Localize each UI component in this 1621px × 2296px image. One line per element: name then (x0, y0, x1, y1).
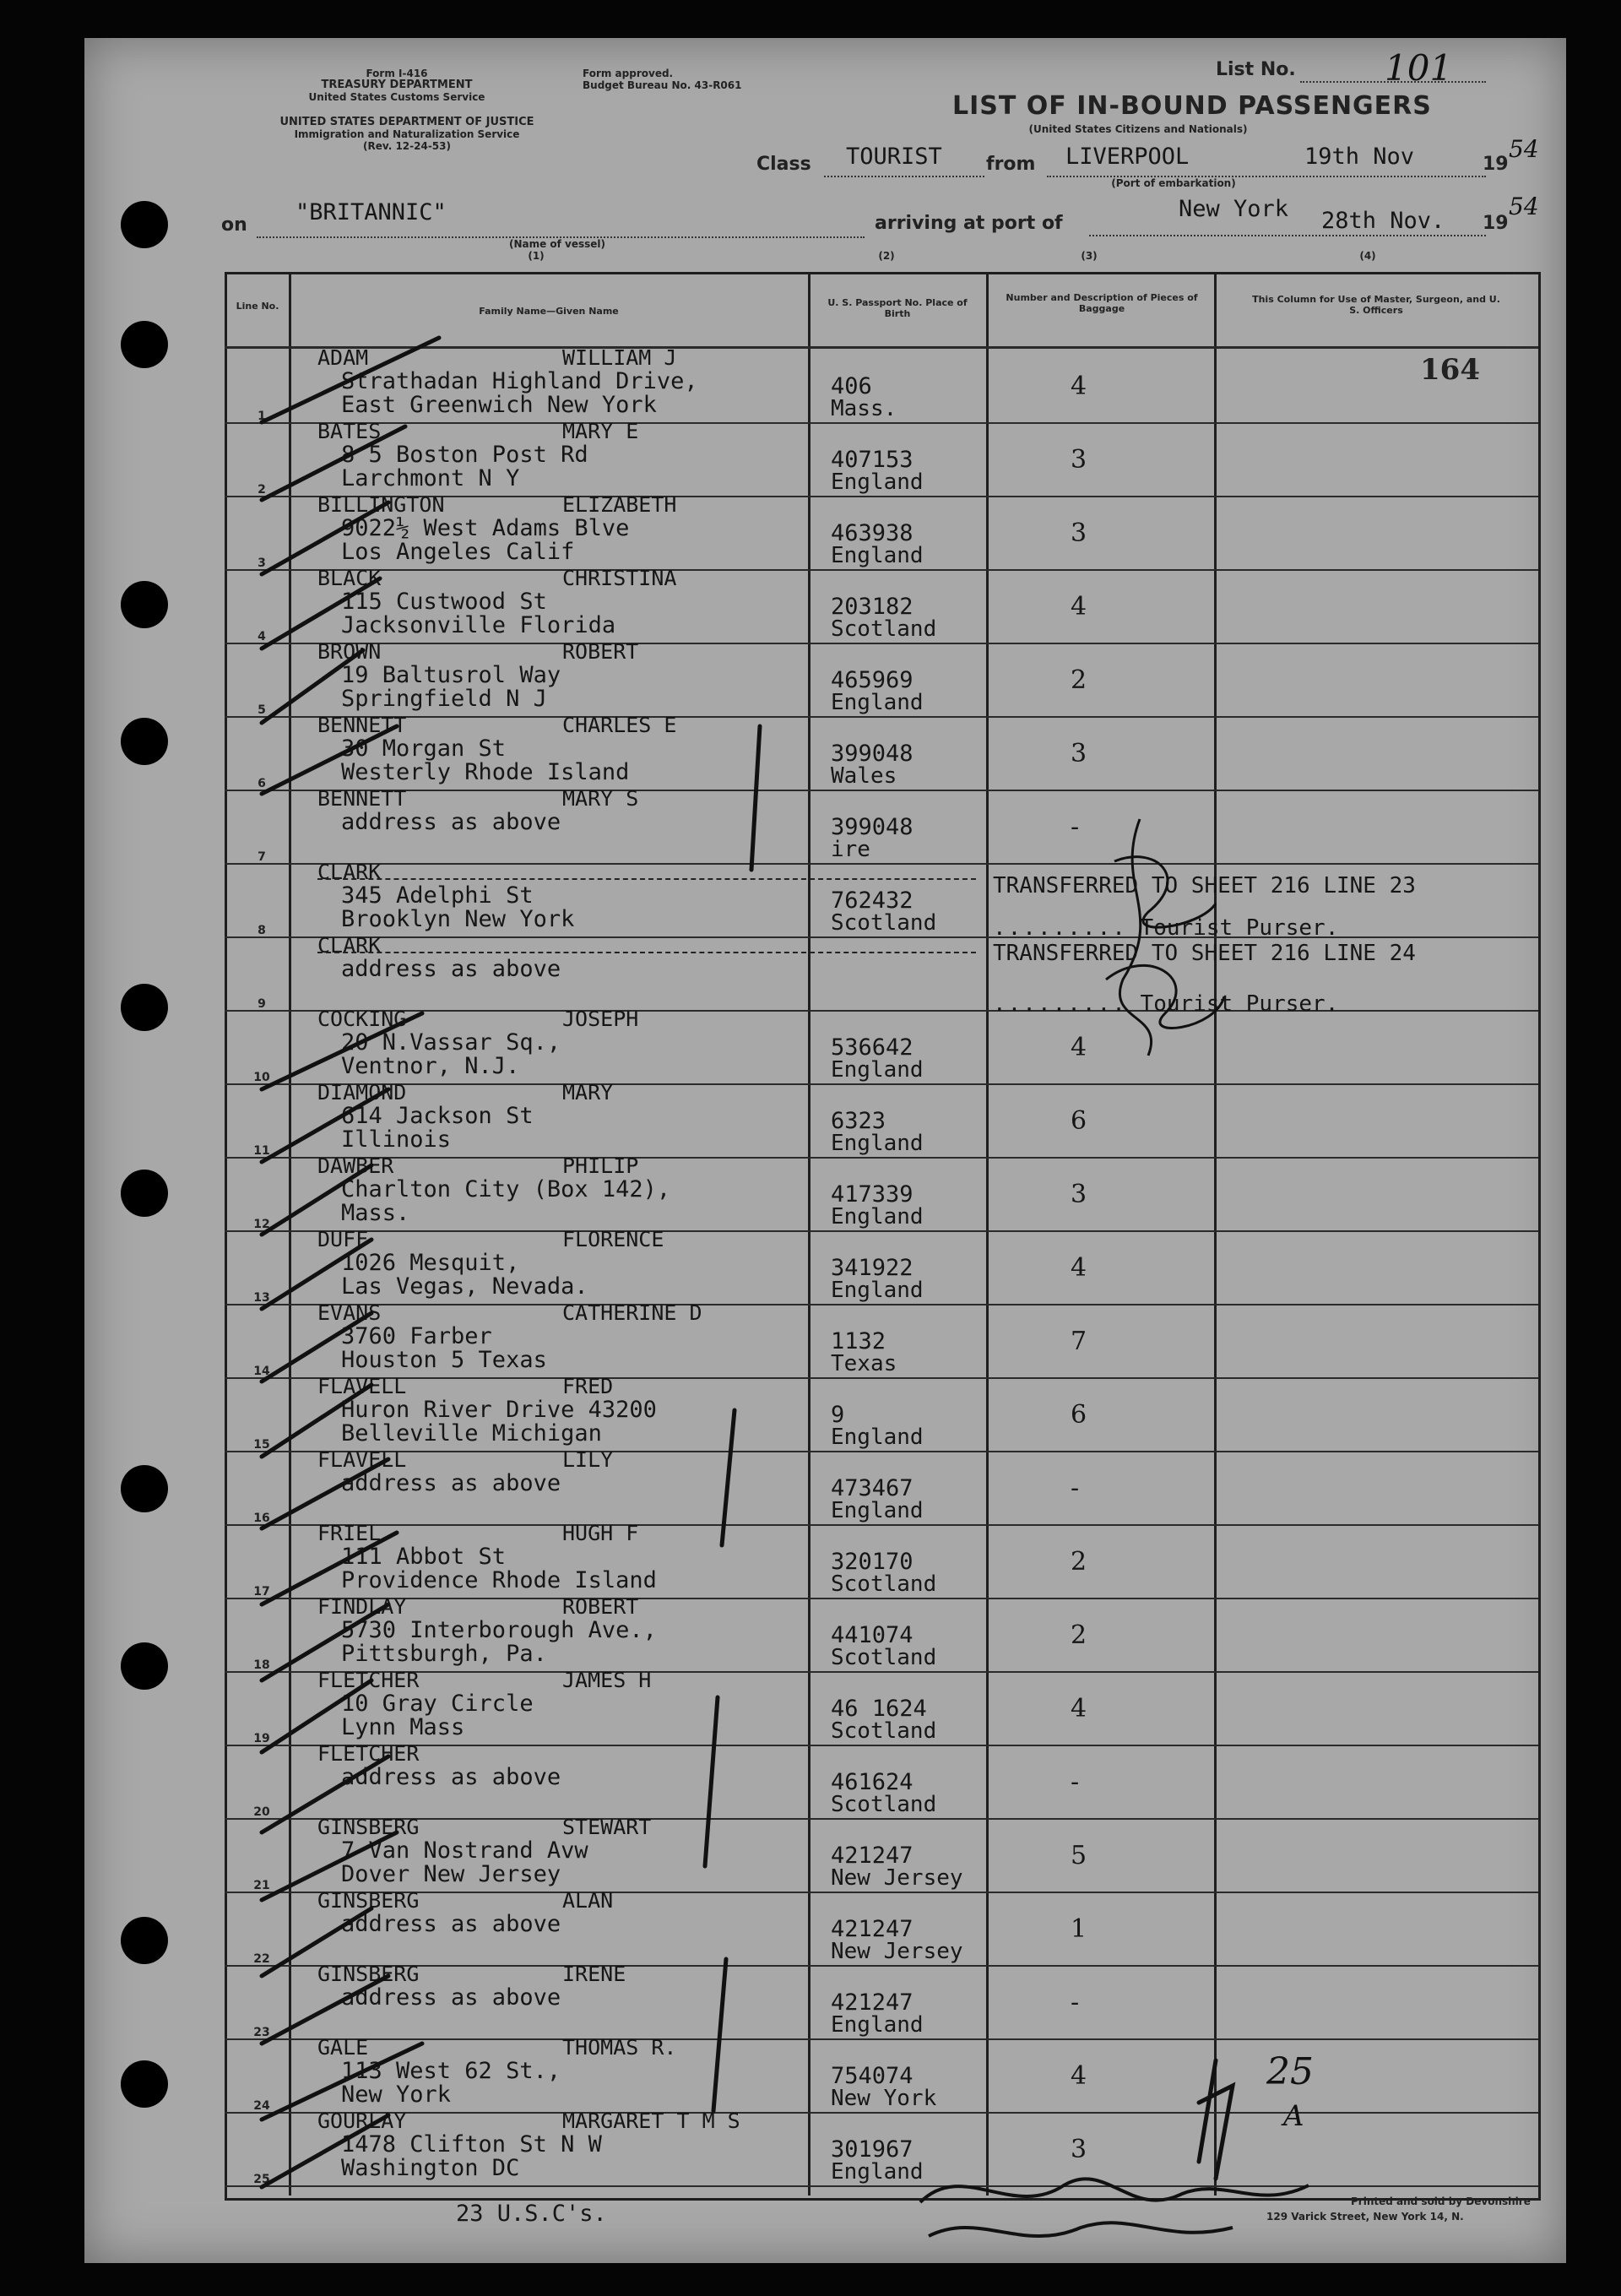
table-row-divider (225, 1377, 1538, 1379)
passport-number: 406 (831, 373, 872, 399)
table-row-divider (225, 1230, 1538, 1232)
address-line-2: Dover New Jersey (341, 1861, 561, 1887)
given-name: ROBERT (562, 639, 639, 664)
given-name: THOMAS R. (562, 2035, 677, 2060)
class-value: TOURIST (846, 144, 942, 170)
margin-note: 25 (1266, 2050, 1314, 2093)
table-row-divider (225, 1818, 1538, 1820)
address-line-2: New York (341, 2082, 452, 2108)
page-title: LIST OF IN-BOUND PASSENGERS (952, 91, 1432, 121)
baggage-count: 4 (1071, 592, 1087, 621)
baggage-count: 2 (1071, 1620, 1087, 1650)
table-row-divider (225, 1745, 1538, 1746)
given-name: FRED (562, 1374, 614, 1398)
table-row-divider (225, 936, 1538, 938)
table-row-divider (225, 422, 1538, 424)
table-row-divider (225, 1671, 1538, 1673)
address-line-1: 115 Custwood St (341, 589, 547, 615)
family-name: GINSBERG (317, 1888, 420, 1913)
address-line-1: 10 Gray Circle (341, 1691, 534, 1717)
table-row-divider (225, 1598, 1538, 1599)
line-number: 24 (253, 2099, 270, 2113)
col-header-line-no: Line No. (236, 301, 279, 312)
col-header-officers: This Column for Use of Master, Surgeon, and U. S. Officers (1252, 294, 1500, 316)
line-number: 18 (253, 1658, 270, 1672)
line-number: 4 (258, 630, 266, 643)
family-name: FLETCHER (317, 1741, 420, 1766)
family-name: FRIEL (317, 1521, 382, 1545)
embarkation-date: 19th Nov (1304, 144, 1415, 170)
form-number: Form I-416 (366, 68, 428, 79)
line-number: 7 (258, 850, 266, 864)
address-line-1: 345 Adelphi St (341, 882, 534, 909)
family-name: DUFF (317, 1227, 369, 1251)
title-subtitle: (United States Citizens and Nationals) (1028, 123, 1248, 135)
given-name: HUGH F (562, 1521, 639, 1545)
binder-hole (121, 984, 168, 1031)
line-number: 5 (258, 703, 266, 717)
passport-number: 421247 (831, 1916, 914, 1942)
address-line-2: Springfield N J (341, 686, 547, 712)
baggage-count: 2 (1071, 1547, 1087, 1577)
baggage-count: - (1071, 1767, 1080, 1797)
address-line-2: Lynn Mass (341, 1714, 465, 1740)
line-number: 13 (253, 1291, 270, 1305)
given-name: MARY E (562, 419, 639, 443)
family-name: CLARK (317, 933, 382, 958)
vessel-note: (Name of vessel) (508, 238, 606, 250)
transfer-purser-8: ......... Tourist Purser. (993, 915, 1339, 941)
baggage-count: 4 (1071, 2061, 1087, 2091)
passport-number: 407153 (831, 447, 914, 473)
passport-number: 203182 (831, 594, 914, 620)
line-number: 14 (253, 1365, 270, 1378)
col-index-4: (4) (1359, 250, 1376, 262)
family-name: DAWBER (317, 1153, 394, 1178)
binder-hole (121, 1642, 168, 1690)
address-line-1: 30 Morgan St (341, 735, 507, 762)
binder-hole (121, 321, 168, 368)
from-label: from (986, 154, 1036, 175)
given-name: MARY (562, 1080, 614, 1105)
form-approved: Form approved. (583, 68, 674, 79)
place-of-birth: Wales (831, 763, 897, 789)
family-name: CLARK (317, 860, 382, 884)
line-number: 21 (253, 1879, 270, 1892)
line-number: 12 (253, 1218, 270, 1231)
given-name: WILLIAM J (562, 345, 677, 370)
passport-number: 1132 (831, 1328, 886, 1354)
baggage-count: 5 (1071, 1841, 1087, 1870)
table-row-divider (225, 1451, 1538, 1452)
binder-hole (121, 2060, 168, 2108)
binder-hole (121, 201, 168, 248)
arrival-year-prefix: 19 (1483, 213, 1509, 234)
place-of-birth: Mass. (831, 396, 897, 421)
passport-number: 465969 (831, 667, 914, 693)
address-line-2: Mass. (341, 1200, 410, 1226)
address-line-1: Huron River Drive 43200 (341, 1397, 657, 1423)
transfer-note-line-9: TRANSFERRED TO SHEET 216 LINE 24 (993, 941, 1416, 966)
baggage-count: 1 (1071, 1914, 1087, 1944)
family-name: BLACK (317, 566, 382, 590)
col-header-name: Family Name—Given Name (479, 306, 619, 317)
line-number: 17 (253, 1585, 270, 1599)
address-line-1: 20 N.Vassar Sq., (341, 1029, 561, 1056)
family-name: COCKING (317, 1007, 407, 1031)
arriving-label: arriving at port of (875, 213, 1063, 234)
address-line-1: 3760 Farber (341, 1323, 492, 1349)
family-name: BENNETT (317, 786, 407, 811)
baggage-count: 7 (1071, 1327, 1087, 1356)
address-line-1: 1478 Clifton St N W (341, 2131, 602, 2158)
place-of-birth: Scotland (831, 910, 937, 936)
embark-year: 54 (1509, 135, 1539, 163)
col-header-baggage: Number and Description of Pieces of Baggage (1006, 292, 1198, 314)
baggage-count: 3 (1071, 445, 1087, 475)
address-line-2: Las Vegas, Nevada. (341, 1273, 588, 1300)
place-of-birth: England (831, 1057, 924, 1083)
place-of-birth: Scotland (831, 616, 937, 642)
place-of-birth: ire (831, 837, 870, 862)
place-of-birth: Scotland (831, 1792, 937, 1817)
passport-number: 421247 (831, 1989, 914, 2016)
binder-hole (121, 1170, 168, 1217)
family-name: DIAMOND (317, 1080, 407, 1105)
binder-hole (121, 581, 168, 628)
family-name: FINDLAY (317, 1594, 407, 1619)
baggage-count: 6 (1071, 1106, 1087, 1136)
port-note: (Port of embarkation) (1111, 177, 1236, 189)
baggage-count: 3 (1071, 2135, 1087, 2164)
form-revision: (Rev. 12-24-53) (363, 140, 451, 152)
family-name: BENNETT (317, 713, 407, 737)
given-name: ROBERT (562, 1594, 639, 1619)
address-line-2: Westerly Rhode Island (341, 759, 630, 785)
table-row-divider (225, 716, 1538, 718)
given-name: CHARLES E (562, 713, 677, 737)
table-row-divider (225, 1083, 1538, 1085)
address-line-2: Houston 5 Texas (341, 1347, 547, 1373)
given-name: CHRISTINA (562, 566, 677, 590)
passport-number: 754074 (831, 2063, 914, 2089)
family-name: ADAM (317, 345, 369, 370)
line-number: 2 (258, 483, 266, 497)
passport-number: 301967 (831, 2136, 914, 2163)
line-number: 23 (253, 2026, 270, 2039)
col-index-3: (3) (1081, 250, 1098, 262)
table-row-divider (225, 569, 1538, 571)
address-line-1: 113 West 62 St., (341, 2058, 561, 2084)
baggage-count: - (1071, 812, 1080, 842)
baggage-count: 2 (1071, 665, 1087, 695)
dept-treasury: TREASURY DEPARTMENT (321, 79, 473, 91)
budget-bureau: Budget Bureau No. 43-R061 (583, 79, 742, 91)
family-name: FLAVELL (317, 1374, 407, 1398)
arrival-date: 28th Nov. (1321, 208, 1445, 234)
address-line-2: Brooklyn New York (341, 906, 575, 932)
line-number: 9 (258, 997, 266, 1011)
family-name: BILLINGTON (317, 492, 445, 517)
baggage-count: 4 (1071, 372, 1087, 401)
given-name: IRENE (562, 1962, 626, 1986)
address-line-1: 9022½ West Adams Blve (341, 515, 630, 541)
dept-justice-sub: Immigration and Naturalization Service (294, 128, 520, 140)
passport-number: 463938 (831, 520, 914, 546)
address-line-1: Charlton City (Box 142), (341, 1176, 671, 1202)
passport-number: 461624 (831, 1769, 914, 1795)
embark-year-prefix: 19 (1483, 154, 1509, 175)
baggage-count: 3 (1071, 518, 1087, 548)
given-name: JAMES H (562, 1668, 652, 1692)
baggage-count: 3 (1071, 739, 1087, 768)
address-line-2: Washington DC (341, 2155, 520, 2181)
address-line-1: address as above (341, 1911, 561, 1937)
place-of-birth: Scotland (831, 1571, 937, 1597)
address-line-1: address as above (341, 809, 561, 835)
family-name: BROWN (317, 639, 382, 664)
port-of-embarkation: LIVERPOOL (1065, 144, 1190, 170)
given-name: LILY (562, 1447, 614, 1472)
address-line-2: Belleville Michigan (341, 1420, 602, 1447)
line-number: 11 (253, 1144, 270, 1158)
line-number: 25 (253, 2173, 270, 2186)
col-header-passport: U. S. Passport No. Place of Birth (827, 297, 968, 319)
address-line-2: East Greenwich New York (341, 392, 657, 418)
passport-number: 417339 (831, 1181, 914, 1208)
place-of-birth: England (831, 690, 924, 715)
baggage-count: 4 (1071, 1033, 1087, 1062)
place-of-birth: New Jersey (831, 1865, 963, 1891)
baggage-count: - (1071, 1988, 1080, 2017)
place-of-birth: Scotland (831, 1645, 937, 1670)
col-index-2: (2) (878, 250, 895, 262)
address-line-1: 111 Abbot St (341, 1544, 507, 1570)
address-line-2: Los Angeles Calif (341, 539, 575, 565)
printer-credit: Printed and sold by Devonshire (1351, 2196, 1531, 2207)
address-line-1: Strathadan Highland Drive, (341, 368, 698, 394)
given-name: ELIZABETH (562, 492, 677, 517)
table-row-divider (225, 863, 1538, 865)
dept-justice: UNITED STATES DEPARTMENT OF JUSTICE (279, 116, 534, 128)
table-row-divider (225, 1965, 1538, 1967)
address-line-1: 19 Baltusrol Way (341, 662, 561, 688)
printer-address: 129 Varick Street, New York 14, N. (1266, 2211, 1464, 2223)
table-row-divider (225, 1892, 1538, 1893)
address-line-1: 8 5 Boston Post Rd (341, 442, 588, 468)
passport-number: 399048 (831, 741, 914, 767)
address-line-2: Jacksonville Florida (341, 612, 616, 638)
family-name: GINSBERG (317, 1815, 420, 1839)
place-of-birth: England (831, 470, 924, 495)
table-row-divider (225, 2038, 1538, 2040)
binder-hole (121, 1465, 168, 1512)
officer-signature (912, 2152, 1351, 2261)
class-label: Class (756, 154, 811, 175)
table-row-divider (225, 1524, 1538, 1526)
passport-number: 9 (831, 1402, 845, 1428)
passport-number: 473467 (831, 1475, 914, 1501)
given-name: ALAN (562, 1888, 614, 1913)
passport-number: 46 1624 (831, 1696, 927, 1722)
place-of-birth: England (831, 2012, 924, 2038)
line-number: 6 (258, 777, 266, 790)
footer-note: 23 U.S.C's. (456, 2201, 607, 2227)
family-name: GOURLAY (317, 2109, 407, 2133)
given-name: STEWART (562, 1815, 652, 1839)
given-name: PHILIP (562, 1153, 639, 1178)
table-row-divider (225, 643, 1538, 644)
transfer-note-line-8: TRANSFERRED TO SHEET 216 LINE 23 (993, 873, 1416, 898)
list-number: 101 (1385, 47, 1453, 89)
line-number: 20 (253, 1805, 270, 1819)
table-row-divider (225, 1157, 1538, 1159)
col-index-1: (1) (528, 250, 545, 262)
address-line-1: 614 Jackson St (341, 1103, 534, 1129)
place-of-birth: New Jersey (831, 1939, 963, 1964)
arrival-port: New York (1179, 196, 1289, 222)
purser-signature (1089, 811, 1241, 1072)
address-line-1: address as above (341, 1984, 561, 2011)
address-line-2: Ventnor, N.J. (341, 1053, 520, 1079)
dept-treasury-sub: United States Customs Service (308, 91, 485, 103)
baggage-count: 3 (1071, 1180, 1087, 1209)
address-line-1: 7 Van Nostrand Avw (341, 1837, 588, 1864)
passport-number: 341922 (831, 1255, 914, 1281)
given-name: FLORENCE (562, 1227, 664, 1251)
passport-number: 536642 (831, 1034, 914, 1061)
passport-number: 6323 (831, 1108, 886, 1134)
given-name: CATHERINE D (562, 1300, 702, 1325)
binder-hole (121, 718, 168, 765)
given-name: MARY S (562, 786, 639, 811)
family-name: GINSBERG (317, 1962, 420, 1986)
passport-number: 441074 (831, 1622, 914, 1648)
line-number: 1 (258, 410, 266, 423)
place-of-birth: England (831, 1131, 924, 1156)
line-number: 3 (258, 556, 266, 570)
place-of-birth: New York (831, 2086, 937, 2111)
passport-number: 320170 (831, 1549, 914, 1575)
line-number: 15 (253, 1438, 270, 1452)
table-row-divider (225, 790, 1538, 791)
vessel-name: "BRITANNIC" (295, 199, 447, 225)
address-line-1: 1026 Mesquit, (341, 1250, 520, 1276)
place-of-birth: England (831, 2159, 924, 2185)
address-line-1: address as above (341, 956, 561, 982)
address-line-2: Providence Rhode Island (341, 1567, 657, 1593)
given-name: MARGARET T M S (562, 2109, 740, 2133)
place-of-birth: England (831, 1278, 924, 1303)
place-of-birth: England (831, 1425, 924, 1450)
baggage-count: - (1071, 1474, 1080, 1503)
list-no-label: List No. (1216, 59, 1296, 80)
place-of-birth: England (831, 543, 924, 568)
family-name: EVANS (317, 1300, 382, 1325)
stamp-number: 164 (1420, 353, 1480, 387)
line-number: 22 (253, 1952, 270, 1966)
binder-hole (121, 1917, 168, 1964)
margin-note-2: A (1283, 2099, 1304, 2133)
given-name: JOSEPH (562, 1007, 639, 1031)
table-row-divider (225, 2112, 1538, 2114)
family-name: GALE (317, 2035, 369, 2060)
baggage-count: 4 (1071, 1253, 1087, 1283)
address-line-1: address as above (341, 1470, 561, 1496)
place-of-birth: England (831, 1498, 924, 1523)
address-line-2: Larchmont N Y (341, 465, 520, 491)
transfer-purser-9: ......... Tourist Purser. (993, 991, 1339, 1017)
family-name: FLETCHER (317, 1668, 420, 1692)
line-number: 19 (253, 1732, 270, 1745)
baggage-count: 4 (1071, 1694, 1087, 1723)
baggage-count: 6 (1071, 1400, 1087, 1430)
line-number: 10 (253, 1071, 270, 1084)
passport-number: 399048 (831, 814, 914, 840)
place-of-birth: England (831, 1204, 924, 1229)
passport-number: 421247 (831, 1843, 914, 1869)
line-number: 16 (253, 1512, 270, 1525)
place-of-birth: Texas (831, 1351, 897, 1376)
table-row-divider (225, 1010, 1538, 1012)
passport-number: 762432 (831, 887, 914, 914)
family-name: BATES (317, 419, 382, 443)
address-line-1: address as above (341, 1764, 561, 1790)
line-number: 8 (258, 924, 266, 937)
family-name: FLAVELL (317, 1447, 407, 1472)
place-of-birth: Scotland (831, 1718, 937, 1744)
address-line-2: Illinois (341, 1126, 452, 1153)
address-line-2: Pittsburgh, Pa. (341, 1641, 547, 1667)
table-row-divider (225, 1304, 1538, 1305)
on-label: on (221, 214, 247, 236)
arrival-year: 54 (1509, 193, 1539, 220)
address-line-1: 5730 Interborough Ave., (341, 1617, 657, 1643)
